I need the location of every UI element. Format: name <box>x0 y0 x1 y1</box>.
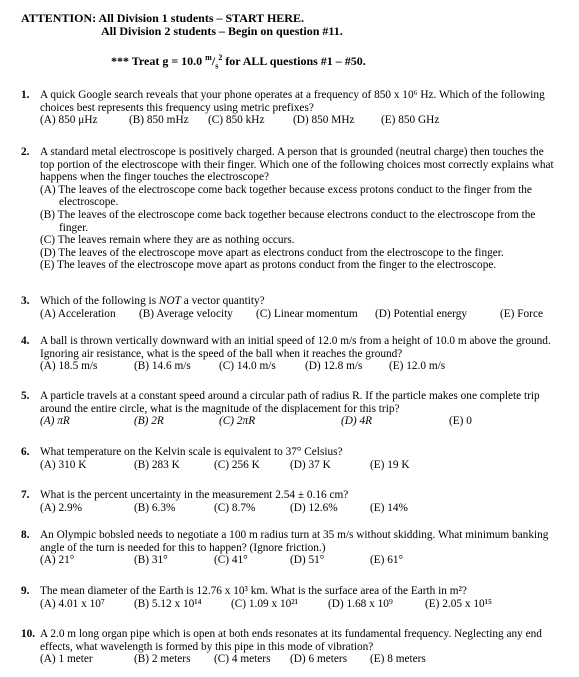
unit-exponent: 2 <box>218 53 223 62</box>
question-number: 6. <box>21 446 30 458</box>
question-5 <box>21 390 557 428</box>
question-number: 1. <box>21 89 30 101</box>
choice-d[interactable]: (D) 37 K <box>290 458 331 471</box>
treat-suffix: for ALL questions #1 – #50. <box>222 54 366 68</box>
question-4 <box>21 335 557 373</box>
choice-c[interactable]: (C) 256 K <box>214 458 260 471</box>
choice-e[interactable]: (E) Force <box>500 307 543 320</box>
attention-line-2 <box>21 25 343 38</box>
choice-c[interactable]: (C) The leaves remain where they are as nothing occurs. <box>40 234 295 247</box>
choices <box>40 598 557 611</box>
question-10 <box>21 628 557 666</box>
question-number: 2. <box>21 146 30 158</box>
choice-c[interactable]: (C) 2πR <box>219 415 256 428</box>
choice-a[interactable]: (A) Acceleration <box>40 307 116 320</box>
choice-b[interactable]: (B) Average velocity <box>139 307 233 320</box>
question-number: 5. <box>21 390 30 402</box>
question-number: 4. <box>21 335 30 347</box>
choice-e[interactable]: (E) 850 GHz <box>381 114 440 127</box>
unit-denominator: s <box>215 61 219 71</box>
question-number: 3. <box>21 295 30 307</box>
question-number: 10. <box>21 628 36 640</box>
question-text: Which of the following is NOT a vector quantity? <box>40 295 265 307</box>
question-1 <box>21 89 557 127</box>
choice-d[interactable]: (D) Potential energy <box>375 307 468 320</box>
attention-line-1: ATTENTION: All Division 1 students – START HERE. <box>21 11 304 25</box>
choice-c[interactable]: (C) Linear momentum <box>256 307 358 320</box>
choice-e[interactable]: (E) 8 meters <box>370 653 426 666</box>
question-text: A 2.0 m long organ pipe which is open at both ends resonates at its fundamental frequency. Neglecting any end effects, what wavelength is formed by this pipe in this mode of vibration? <box>40 628 542 653</box>
choice-b[interactable]: (B) 31° <box>134 554 168 567</box>
choices <box>40 415 557 428</box>
question-text: What temperature on the Kelvin scale is equivalent to 37° Celsius? <box>40 446 343 458</box>
gravity-instruction: *** Treat g = 10.0 $^m/_s^2$ for ALL questions #1 – #50. <box>111 53 366 71</box>
choice-c[interactable]: (C) 4 meters <box>214 653 271 666</box>
question-text: A quick Google search reveals that your phone operates at a frequency of 850 x 10⁶ Hz. Which of the following choices best represents this frequency using metric prefixes? <box>40 89 545 114</box>
choice-b[interactable]: (B) 6.3% <box>134 501 176 514</box>
question-2 <box>21 146 557 272</box>
choice-a[interactable]: (A) 310 K <box>40 458 87 471</box>
choice-e[interactable]: (E) 12.0 m/s <box>389 360 446 373</box>
choice-c[interactable]: (C) 14.0 m/s <box>219 360 276 373</box>
choice-e[interactable]: (E) 61° <box>370 554 404 567</box>
choice-a[interactable]: (A) 2.9% <box>40 501 83 514</box>
question-text: A particle travels at a constant speed around a circular path of radius R. If the particle makes one complete trip around the entire circle, what is the magnitude of the displacement for this trip? <box>40 390 540 415</box>
choice-d[interactable]: (D) 51° <box>290 554 325 567</box>
choice-d[interactable]: (D) 12.6% <box>290 501 338 514</box>
choice-a[interactable]: (A) 1 meter <box>40 653 93 666</box>
choice-e[interactable]: (E) The leaves of the electroscope move apart as protons conduct from the finger to the electroscope. <box>40 259 497 272</box>
choices <box>40 653 557 666</box>
choice-c[interactable]: (C) 41° <box>214 554 248 567</box>
choice-d[interactable]: (D) 850 MHz <box>293 114 355 127</box>
choice-b[interactable]: (B) 2R <box>134 415 164 428</box>
treat-prefix: *** Treat g = 10.0 <box>111 54 206 68</box>
division-2-instruction: All Division 2 students – Begin on question #11. <box>101 24 343 38</box>
choice-b[interactable]: (B) 14.6 m/s <box>134 360 191 373</box>
choice-a[interactable]: (A) The leaves of the electroscope come back together because excess protons conduct to the finger from the electroscope. <box>40 183 532 209</box>
emphasis-not: NOT <box>158 295 181 307</box>
choice-a[interactable]: (A) 850 μHz <box>40 114 98 127</box>
choice-d[interactable]: (D) 1.68 x 10⁹ <box>328 597 393 610</box>
question-6 <box>21 446 557 471</box>
choice-e[interactable]: (E) 2.05 x 10¹⁵ <box>425 597 492 610</box>
question-text: A standard metal electroscope is positively charged. A person that is grounded (neutral charge) then touches the top portion of the electroscope with their finger. Which one of the following choices most correctly explains what happens when the finger touches the electroscope? <box>40 146 554 184</box>
question-8 <box>21 529 557 567</box>
choices <box>40 114 557 127</box>
question-text: What is the percent uncertainty in the measurement 2.54 ± 0.16 cm? <box>40 489 349 501</box>
choice-e[interactable]: (E) 14% <box>370 501 408 514</box>
question-number: 7. <box>21 489 30 501</box>
choice-d[interactable]: (D) 12.8 m/s <box>305 360 363 373</box>
choice-b[interactable]: (B) 283 K <box>134 458 180 471</box>
choices <box>40 554 557 567</box>
question-number: 9. <box>21 585 30 597</box>
choice-a[interactable]: (A) 18.5 m/s <box>40 360 98 373</box>
choice-a[interactable]: (A) πR <box>40 415 70 428</box>
attention-header <box>21 12 343 38</box>
choice-e[interactable]: (E) 19 K <box>370 458 410 471</box>
choice-a[interactable]: (A) 21° <box>40 554 75 567</box>
choice-b[interactable]: (B) 5.12 x 10¹⁴ <box>134 597 202 610</box>
choice-d[interactable]: (D) 6 meters <box>290 653 348 666</box>
choices <box>40 360 557 373</box>
choice-c[interactable]: (C) 8.7% <box>214 501 256 514</box>
choice-b[interactable]: (B) 850 mHz <box>129 114 189 127</box>
choice-e[interactable]: (E) 0 <box>449 415 472 428</box>
question-9 <box>21 585 557 610</box>
choices <box>40 459 557 472</box>
choice-b[interactable]: (B) The leaves of the electroscope come back together because electrons conduct to the electroscope from the finger. <box>40 208 536 234</box>
choice-d[interactable]: (D) The leaves of the electroscope move apart as electrons conduct from the electroscope to the finger. <box>40 246 504 259</box>
choice-a[interactable]: (A) 4.01 x 10⁷ <box>40 597 105 610</box>
question-number: 8. <box>21 529 30 541</box>
question-text: An Olympic bobsled needs to negotiate a 100 m radius turn at 35 m/s without skidding. What minimum banking angle of the turn is needed for this to happen? (Ignore friction.) <box>40 529 549 554</box>
question-3 <box>21 295 557 320</box>
choices <box>40 502 557 515</box>
question-text: The mean diameter of the Earth is 12.76 x 10³ km. What is the surface area of the Earth in m²? <box>40 585 467 597</box>
unit-numerator: m <box>205 53 212 62</box>
choice-c[interactable]: (C) 1.09 x 10²¹ <box>231 597 299 610</box>
question-7 <box>21 489 557 514</box>
question-text: A ball is thrown vertically downward with an initial speed of 12.0 m/s from a height of 10.0 m above the ground. Ignoring air resistance, what is the speed of the ball when it reaches the ground? <box>40 335 551 360</box>
choice-b[interactable]: (B) 2 meters <box>134 653 191 666</box>
choices <box>40 308 557 321</box>
choice-c[interactable]: (C) 850 kHz <box>208 114 265 127</box>
choice-d[interactable]: (D) 4R <box>341 415 373 428</box>
